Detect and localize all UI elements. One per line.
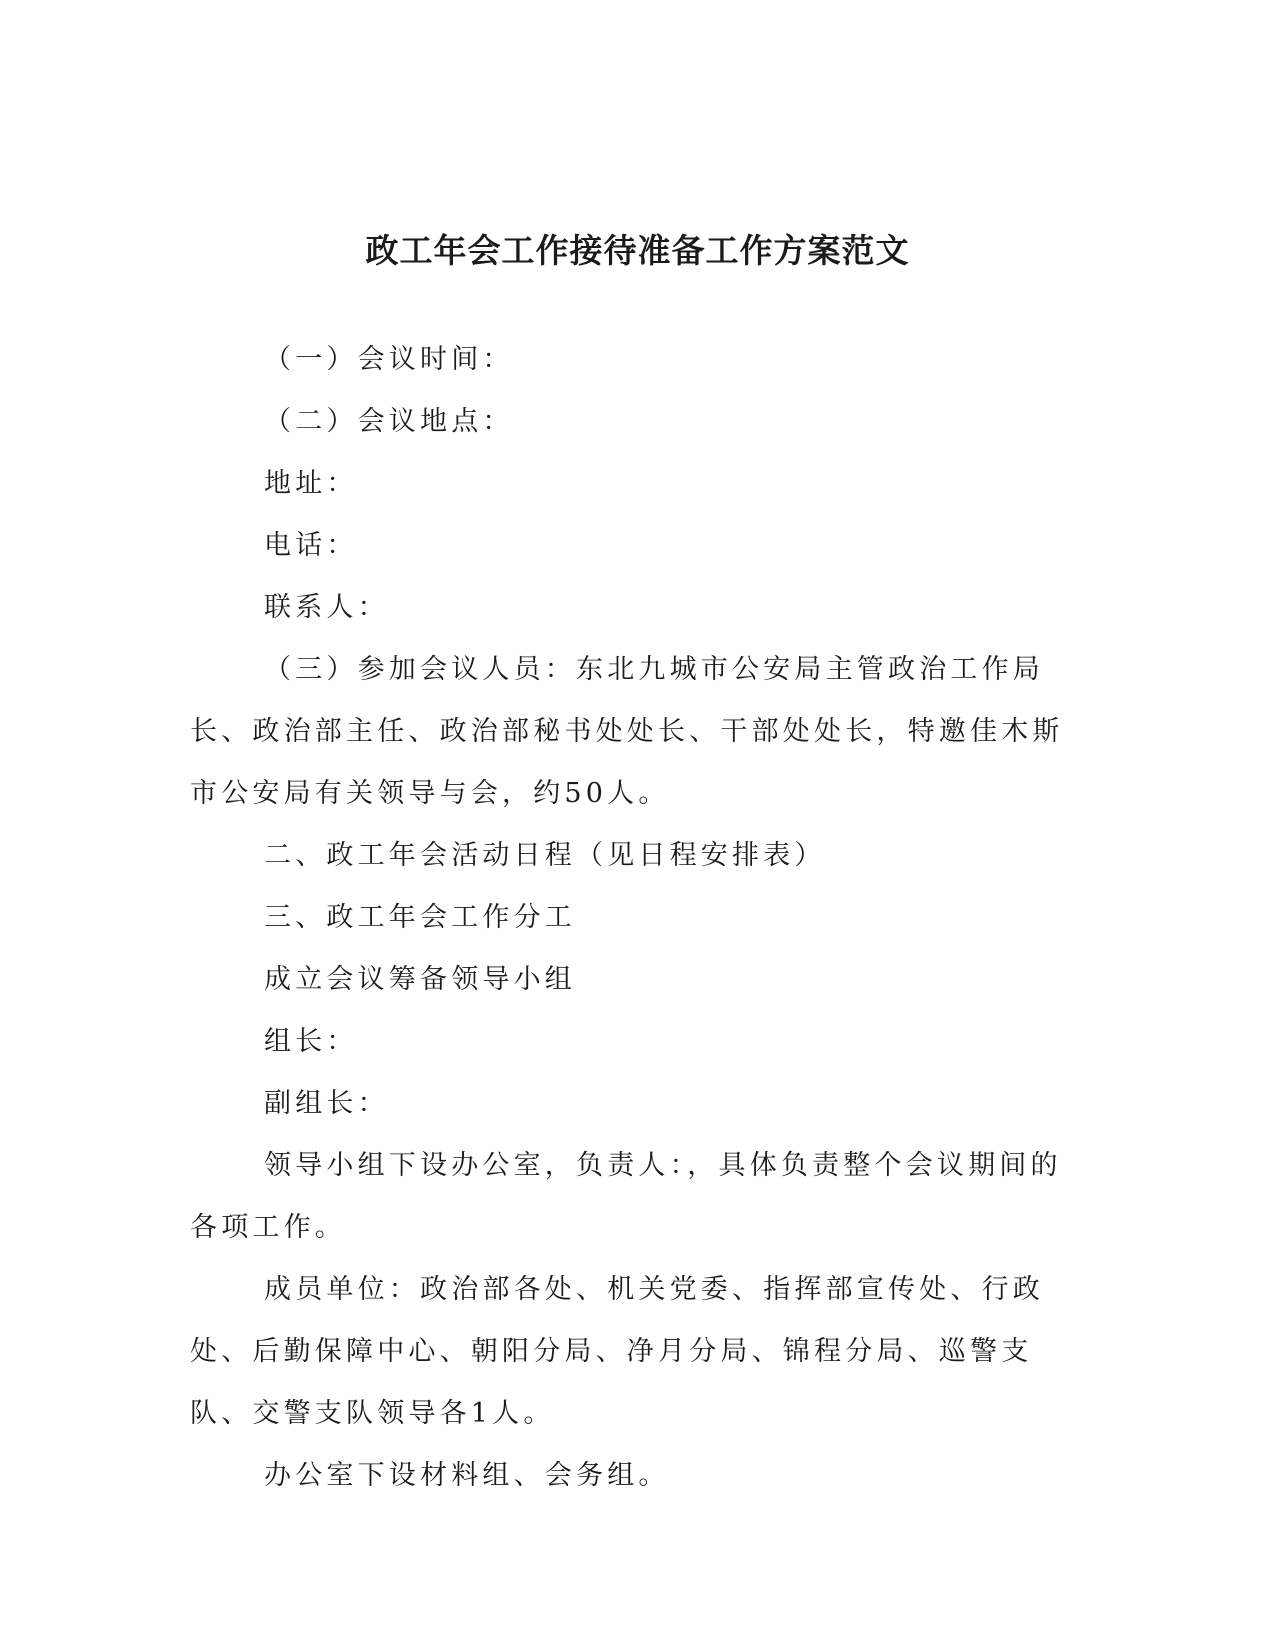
paragraph-attendees: （三）参加会议人员：东北九城市公安局主管政治工作局长、政治部主任、政治部秘书处处长、干部处处长，特邀佳木斯市公安局有关领导与会，约50人。 bbox=[190, 654, 1064, 809]
paragraph-subgroups: 办公室下设材料组、会务组。 bbox=[264, 1460, 670, 1491]
paragraph-group-leader: 组长： bbox=[264, 1026, 358, 1057]
paragraph-meeting-place: （二）会议地点： bbox=[264, 406, 514, 437]
paragraph-contact: 联系人： bbox=[264, 592, 389, 623]
document-title: 政工年会工作接待准备工作方案范文 bbox=[365, 231, 910, 271]
paragraph-schedule: 二、政工年会活动日程（见日程安排表） bbox=[264, 840, 826, 871]
paragraph-member-units: 成员单位：政治部各处、机关党委、指挥部宣传处、行政处、后勤保障中心、朝阳分局、净月分局、锦程分局、巡警支队、交警支队领导各1人。 bbox=[190, 1274, 1044, 1429]
paragraph-leading-group: 成立会议筹备领导小组 bbox=[264, 964, 576, 995]
paragraph-office: 领导小组下设办公室，负责人：，具体负责整个会议期间的各项工作。 bbox=[190, 1150, 1062, 1243]
paragraph-phone: 电话： bbox=[264, 530, 358, 561]
document-body bbox=[190, 329, 1090, 1507]
paragraph-address: 地址： bbox=[264, 468, 358, 499]
paragraph-meeting-time: （一）会议时间： bbox=[264, 344, 514, 375]
paragraph-division: 三、政工年会工作分工 bbox=[264, 902, 576, 933]
paragraph-deputy-leader: 副组长： bbox=[264, 1088, 389, 1119]
